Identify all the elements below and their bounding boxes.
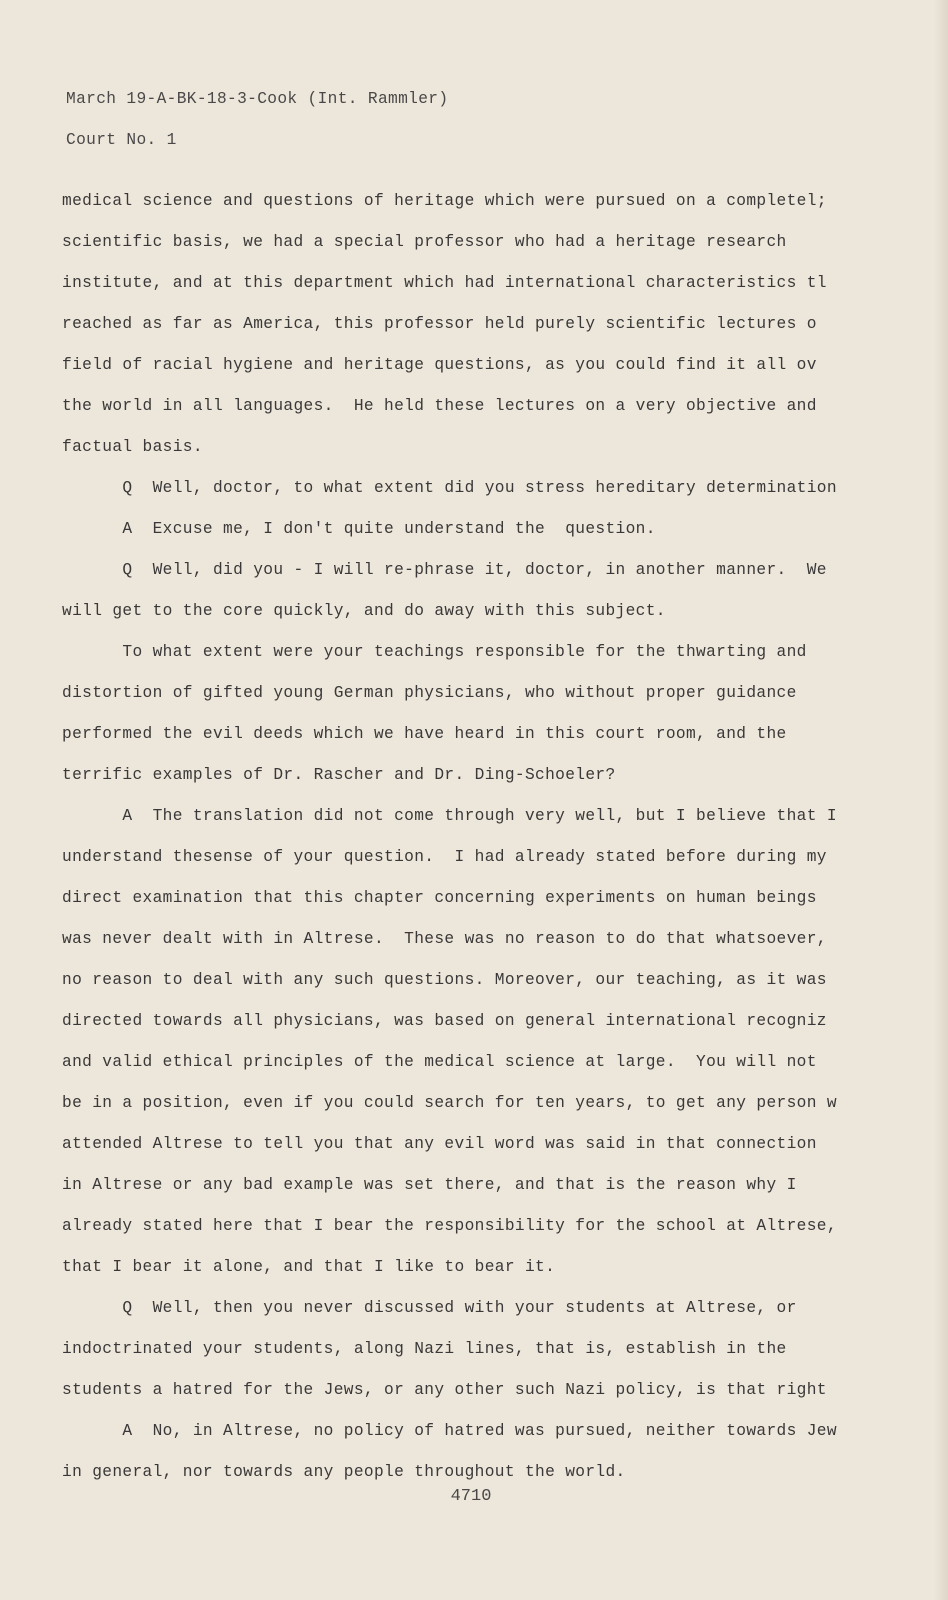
transcript-line: terrific examples of Dr. Rascher and Dr. Ding-Schoeler? (62, 766, 616, 784)
transcript-line: was never dealt with in Altrese. These was no reason to do that whatsoever, (62, 930, 827, 948)
page-number (0, 1487, 948, 1506)
transcript-line: scientific basis, we had a special professor who had a heritage research (62, 233, 787, 251)
page-number-text: 4710 (450, 1487, 492, 1506)
transcript-line: institute, and at this department which had international characteristics tl (62, 274, 827, 292)
page-edge-shadow (934, 0, 948, 1600)
transcript-line: reached as far as America, this professor held purely scientific lectures o (62, 315, 817, 333)
transcript-body (62, 188, 852, 1500)
transcript-line: the world in all languages. He held these lectures on a very objective and (62, 397, 817, 415)
transcript-line: field of racial hygiene and heritage questions, as you could find it all ov (62, 356, 817, 374)
transcript-line: that I bear it alone, and that I like to bear it. (62, 1258, 556, 1276)
transcript-line: To what extent were your teachings responsible for the thwarting and (62, 643, 807, 661)
transcript-line: A No, in Altrese, no policy of hatred was pursued, neither towards Jew (62, 1422, 837, 1440)
header-court: Court No. 1 (66, 131, 177, 149)
transcript-line: and valid ethical principles of the medical science at large. You will not (62, 1053, 817, 1071)
transcript-line: direct examination that this chapter concerning experiments on human beings (62, 889, 817, 907)
transcript-line: no reason to deal with any such questions. Moreover, our teaching, as it was (62, 971, 827, 989)
transcript-line: factual basis. (62, 438, 203, 456)
transcript-line: Q Well, did you - I will re-phrase it, doctor, in another manner. We (62, 561, 827, 579)
transcript-line: in Altrese or any bad example was set there, and that is the reason why I (62, 1176, 797, 1194)
document-header (66, 86, 448, 168)
transcript-line: will get to the core quickly, and do away with this subject. (62, 602, 666, 620)
transcript-line: medical science and questions of heritage which were pursued on a completel; (62, 192, 827, 210)
header-reference: March 19-A-BK-18-3-Cook (Int. Rammler) (66, 90, 449, 108)
transcript-line: Q Well, doctor, to what extent did you stress hereditary determination (62, 479, 837, 497)
transcript-line: students a hatred for the Jews, or any other such Nazi policy, is that right (62, 1381, 827, 1399)
transcript-line: attended Altrese to tell you that any evil word was said in that connection (62, 1135, 817, 1153)
transcript-line: indoctrinated your students, along Nazi lines, that is, establish in the (62, 1340, 787, 1358)
transcript-line: A The translation did not come through very well, but I believe that I (62, 807, 837, 825)
transcript-line: directed towards all physicians, was based on general international recogniz (62, 1012, 827, 1030)
transcript-line: already stated here that I bear the responsibility for the school at Altrese, (62, 1217, 837, 1235)
transcript-line: in general, nor towards any people throughout the world. (62, 1463, 626, 1481)
transcript-line: be in a position, even if you could search for ten years, to get any person w (62, 1094, 837, 1112)
transcript-line: Q Well, then you never discussed with your students at Altrese, or (62, 1299, 797, 1317)
transcript-line: understand thesense of your question. I had already stated before during my (62, 848, 827, 866)
transcript-line: A Excuse me, I don't quite understand the question. (62, 520, 656, 538)
transcript-line: distortion of gifted young German physicians, who without proper guidance (62, 684, 797, 702)
transcript-line: performed the evil deeds which we have heard in this court room, and the (62, 725, 787, 743)
